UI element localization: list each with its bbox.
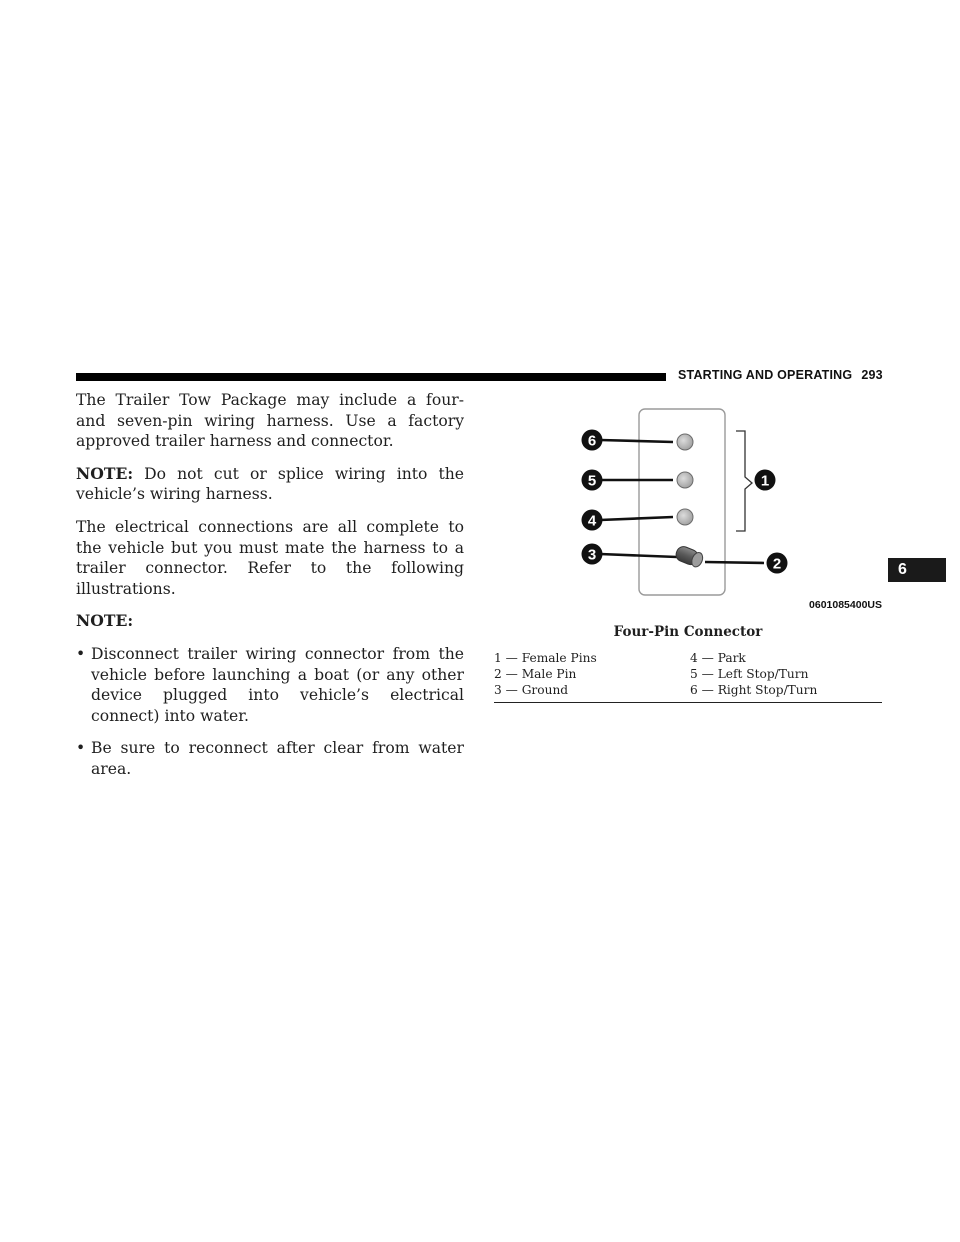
callout-2 — [767, 553, 788, 574]
note-paragraph — [76, 464, 464, 505]
callout-3 — [582, 544, 603, 565]
header-rule — [76, 373, 666, 381]
list-item — [76, 644, 464, 726]
legend-item: 6 — Right Stop/Turn — [690, 683, 818, 697]
connector-figure — [494, 403, 882, 615]
legend-item: 4 — Park — [690, 651, 746, 665]
callout-5-label: 5 — [587, 472, 597, 490]
legend-item: 3 — Ground — [494, 683, 569, 697]
connector-illustration — [494, 403, 882, 603]
list-item-text: Be sure to reconnect after clear from water area. — [91, 739, 464, 778]
legend-row — [494, 682, 882, 698]
female-pin-6 — [677, 434, 693, 450]
legend-item: 1 — Female Pins — [494, 651, 597, 665]
legend-row — [494, 666, 882, 682]
figure-legend — [494, 650, 882, 703]
figure-code: 0601085400US — [809, 599, 882, 611]
female-pin-4 — [677, 509, 693, 525]
paragraph-intro: The Trailer Tow Package may include a four- and seven-pin wiring harness. Use a factory approved trailer harness and connector. — [76, 391, 464, 451]
paragraph-connections: The electrical connections are all complete to the vehicle but you must mate the harness to a trailer connector. Refer to the following illustrations. — [76, 517, 464, 598]
callout-5 — [582, 470, 603, 491]
section-title: STARTING AND OPERATING — [678, 368, 853, 382]
callout-4-label: 4 — [587, 512, 597, 530]
running-header — [678, 368, 883, 386]
body-text — [76, 390, 464, 792]
callout-3-label: 3 — [587, 546, 597, 564]
note-heading: NOTE: — [76, 611, 134, 631]
bullet-icon: • — [76, 644, 86, 663]
female-pin-5 — [677, 472, 693, 488]
figure-caption: Four-Pin Connector — [613, 624, 763, 640]
note-text: Do not cut or splice wiring into the vehicle’s wiring harness. — [76, 464, 464, 504]
female-pins-bracket — [736, 431, 752, 531]
note-label: NOTE: — [76, 463, 134, 483]
legend-row — [494, 650, 882, 666]
list-item-text: Disconnect trailer wiring connector from the vehicle before launching a boat (or any other device plugged into vehicle’s electrical connect) into water. — [91, 644, 464, 725]
page-number: 293 — [861, 368, 883, 382]
callout-6-label: 6 — [587, 432, 597, 450]
callout-1 — [755, 470, 776, 491]
legend-item: 5 — Left Stop/Turn — [690, 667, 809, 681]
callout-4 — [582, 510, 603, 531]
list-item — [76, 738, 464, 779]
chapter-tab: 6 — [888, 558, 946, 582]
bullet-icon: • — [76, 739, 86, 758]
callout-1-label: 1 — [760, 472, 770, 490]
callout-2-label: 2 — [772, 555, 782, 573]
legend-item: 2 — Male Pin — [494, 667, 577, 681]
leader-line-2 — [705, 562, 764, 563]
callout-6 — [582, 430, 603, 451]
